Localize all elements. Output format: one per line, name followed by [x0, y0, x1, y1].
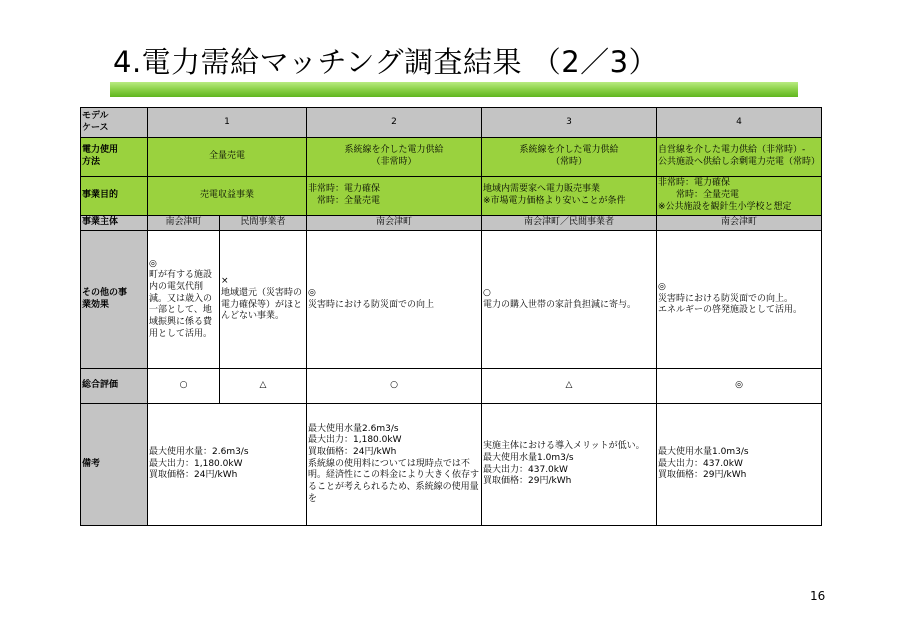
purpose-case-4: 非常時：電力確保 常時：全量売電 ※公共施設を観針生小学校と想定	[657, 177, 822, 216]
label-evaluation: 総合評価	[81, 369, 148, 404]
remarks-case-3: 実施主体における導入メリットが低い。 最大使用水量1.0m3/s 最大出力：437.0kW 買取価格：29円/kWh	[482, 404, 657, 526]
evaluation-case-4: ◎	[657, 369, 822, 404]
label-purpose: 事業目的	[81, 177, 148, 216]
row-entity	[81, 216, 822, 231]
remarks-case-2: 最大使用水量2.6m3/s 最大出力：1,180.0kW 買取価格：24円/kWh 系統線の使用料については現時点では不明。経済性にこの料金により大きく依存することが考えられるため、系統線の使用量を	[307, 404, 482, 526]
row-usage	[81, 138, 822, 177]
label-entity: 事業主体	[81, 216, 148, 231]
entity-case-1-town: 南会津町	[148, 216, 220, 231]
row-remarks	[81, 404, 822, 526]
purpose-case-2: 非常時：電力確保 常時：全量売電	[307, 177, 482, 216]
entity-case-3: 南会津町／民間事業者	[482, 216, 657, 231]
usage-case-3: 系統線を介した電力供給 （常時）	[482, 138, 657, 177]
purpose-case-3: 地域内需要家へ電力販売事業 ※市場電力価格より安いことが条件	[482, 177, 657, 216]
entity-case-2: 南会津町	[307, 216, 482, 231]
evaluation-case-1-private: △	[220, 369, 307, 404]
effect-case-1-private: × 地域還元（災害時の電力確保等）がほとんどない事業。	[220, 231, 307, 369]
row-model-case	[81, 108, 822, 138]
remarks-case-1: 最大使用水量：2.6m3/s 最大出力：1,180.0kW 買取価格：24円/kWh	[148, 404, 307, 526]
row-purpose	[81, 177, 822, 216]
entity-case-4: 南会津町	[657, 216, 822, 231]
case-number-2: 2	[307, 108, 482, 138]
effect-case-1-town: ◎ 町が有する施設内の電気代削減。又は歳入の一部として、地域振興に係る費用として活用。	[148, 231, 220, 369]
label-other-effects: その他の事 業効果	[81, 231, 148, 369]
case-number-4: 4	[657, 108, 822, 138]
label-usage: 電力使用 方法	[81, 138, 148, 177]
usage-case-2: 系統線を介した電力供給 （非常時）	[307, 138, 482, 177]
evaluation-case-1-town: ○	[148, 369, 220, 404]
evaluation-case-2: ○	[307, 369, 482, 404]
usage-case-4: 自営線を介した電力供給（非常時）- 公共施設へ供給し余剰電力売電（常時）	[657, 138, 822, 177]
effect-case-4: ◎ 災害時における防災面での向上。 エネルギーの啓発施設として活用。	[657, 231, 822, 369]
usage-case-1: 全量売電	[148, 138, 307, 177]
page-number: 16	[810, 589, 826, 603]
effect-case-2: ◎ 災害時における防災面での向上	[307, 231, 482, 369]
row-other-effects	[81, 231, 822, 369]
page-title: 4.電力需給マッチング調査結果 （2／3）	[113, 45, 659, 79]
title-underline-bar	[110, 82, 798, 97]
remarks-case-4: 最大使用水量1.0m3/s 最大出力：437.0kW 買取価格：29円/kWh	[657, 404, 822, 526]
case-number-1: 1	[148, 108, 307, 138]
case-number-3: 3	[482, 108, 657, 138]
effect-case-3: ○ 電力の購入世帯の家計負担減に寄与。	[482, 231, 657, 369]
matching-results-table	[80, 107, 822, 526]
label-model-case: モデル ケース	[81, 108, 148, 138]
row-evaluation	[81, 369, 822, 404]
entity-case-1-private: 民間事業者	[220, 216, 307, 231]
evaluation-case-3: △	[482, 369, 657, 404]
purpose-case-1: 売電収益事業	[148, 177, 307, 216]
label-remarks: 備考	[81, 404, 148, 526]
